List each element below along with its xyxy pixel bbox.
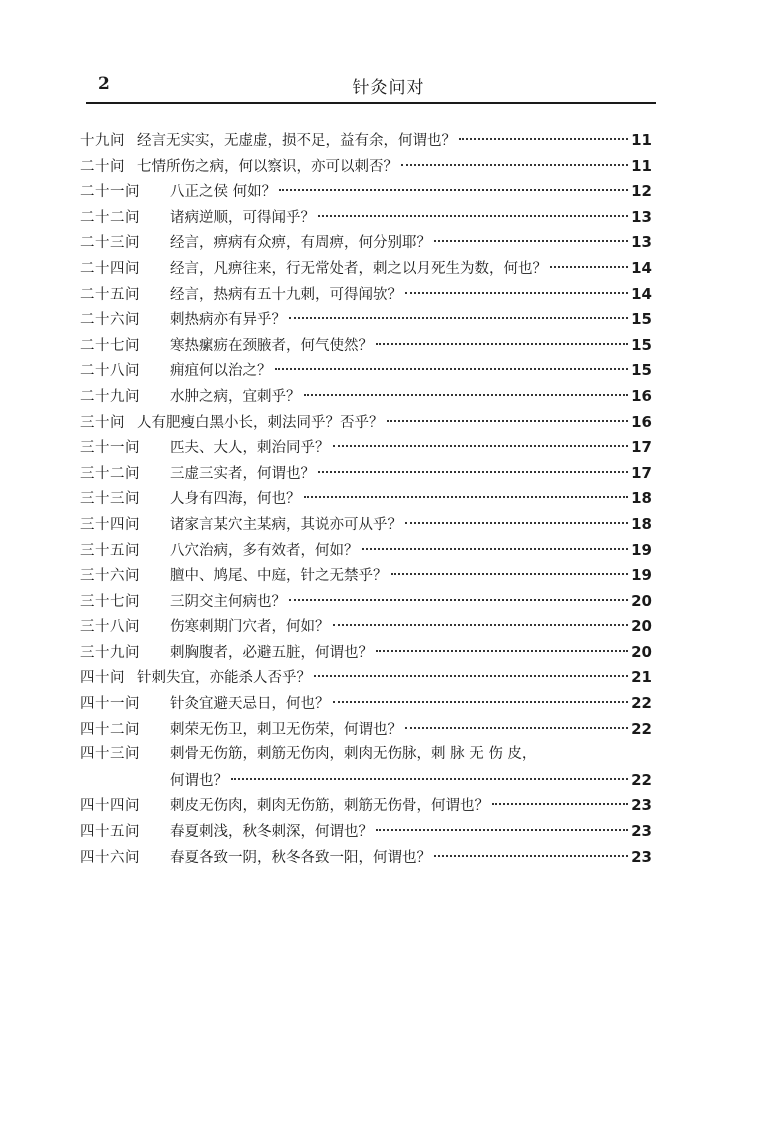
toc-entry-36 bbox=[80, 563, 652, 589]
table-of-contents bbox=[80, 128, 652, 870]
question-label: 二十七问 bbox=[80, 337, 140, 354]
question-text: 人有肥瘦白黑小长，刺法同乎？否乎？ bbox=[137, 414, 384, 431]
page-ref: 11 bbox=[631, 156, 652, 175]
page-ref: 19 bbox=[631, 540, 652, 559]
toc-entry-19 bbox=[80, 128, 652, 154]
page-ref: 15 bbox=[631, 335, 652, 354]
dot-leader bbox=[314, 675, 628, 677]
question-text: 寒热瘰疬在颈腋者，何气使然？ bbox=[170, 337, 373, 354]
question-text: 七情所伤之病，何以察识，亦可以刺否？ bbox=[137, 158, 398, 175]
question-text: 经言，痹病有众痹，有周痹，何分别耶？ bbox=[170, 235, 431, 252]
dot-leader bbox=[304, 394, 629, 396]
page-ref: 15 bbox=[631, 361, 652, 380]
toc-entry-35 bbox=[80, 538, 652, 564]
question-text: 伤寒刺期门穴者，何如？ bbox=[170, 619, 330, 636]
toc-entry-28 bbox=[80, 358, 652, 384]
question-text: 针灸宜避天忌日，何也？ bbox=[170, 696, 330, 713]
dot-leader bbox=[391, 573, 629, 575]
toc-entry-43-continued bbox=[80, 768, 652, 794]
question-label: 四十三问 bbox=[80, 746, 140, 763]
page-ref: 23 bbox=[631, 796, 652, 815]
dot-leader bbox=[401, 164, 628, 166]
dot-leader bbox=[434, 240, 628, 242]
question-text: 刺胸腹者，必避五脏，何谓也？ bbox=[170, 644, 373, 661]
page-ref: 20 bbox=[631, 642, 652, 661]
question-text: 八穴治病，多有效者，何如？ bbox=[170, 542, 359, 559]
page-ref: 22 bbox=[631, 770, 652, 789]
page-ref: 20 bbox=[631, 591, 652, 610]
question-label: 三十一问 bbox=[80, 440, 140, 457]
question-text: 刺热病亦有异乎？ bbox=[170, 312, 286, 329]
dot-leader bbox=[459, 138, 628, 140]
question-text: 人身有四海，何也？ bbox=[170, 491, 301, 508]
question-label: 三十九问 bbox=[80, 644, 140, 661]
page-number: 2 bbox=[98, 74, 110, 94]
dot-leader bbox=[333, 701, 629, 703]
dot-leader bbox=[318, 471, 628, 473]
question-text: 经言，凡痹往来，行无常处者，刺之以月死生为数，何也？ bbox=[170, 260, 547, 277]
question-label: 二十九问 bbox=[80, 388, 140, 405]
question-label: 二十五问 bbox=[80, 286, 140, 303]
question-text: 水肿之病，宜刺乎？ bbox=[170, 388, 301, 405]
question-label: 四十六问 bbox=[80, 849, 140, 866]
question-text: 八正之侯 何如？ bbox=[170, 184, 277, 201]
dot-leader bbox=[333, 445, 629, 447]
question-text: 三阴交主何病也？ bbox=[170, 593, 286, 610]
toc-entry-26 bbox=[80, 307, 652, 333]
question-text: 诸家言某穴主某病，其说亦可从乎？ bbox=[170, 516, 402, 533]
dot-leader bbox=[405, 522, 628, 524]
toc-entry-41 bbox=[80, 691, 652, 717]
toc-entry-29 bbox=[80, 384, 652, 410]
question-label: 三十四问 bbox=[80, 516, 140, 533]
toc-entry-21 bbox=[80, 179, 652, 205]
question-text: 经言无实实，无虚虚，损不足，益有余，何谓也？ bbox=[137, 133, 456, 149]
question-text: 刺皮无伤肉，刺肉无伤筋，刺筋无伤骨，何谓也？ bbox=[170, 798, 489, 815]
toc-entry-42 bbox=[80, 717, 652, 743]
question-label: 二十六问 bbox=[80, 312, 140, 329]
dot-leader bbox=[492, 803, 628, 805]
question-text: 何谓也？ bbox=[170, 772, 228, 789]
question-label: 二十问 bbox=[80, 158, 125, 175]
question-label: 十九问 bbox=[80, 133, 125, 149]
page-ref: 14 bbox=[631, 284, 652, 303]
dot-leader bbox=[231, 778, 628, 780]
toc-entry-23 bbox=[80, 230, 652, 256]
question-text: 膻中、鸠尾、中庭，针之无禁乎？ bbox=[170, 568, 388, 585]
dot-leader bbox=[405, 727, 628, 729]
page-ref: 16 bbox=[631, 386, 652, 405]
question-text: 针刺失宜，亦能杀人否乎？ bbox=[137, 670, 311, 687]
dot-leader bbox=[289, 599, 628, 601]
dot-leader bbox=[318, 215, 628, 217]
dot-leader bbox=[362, 548, 629, 550]
question-text: 春夏刺浅，秋冬刺深，何谓也？ bbox=[170, 824, 373, 841]
question-label: 四十四问 bbox=[80, 798, 140, 815]
question-text: 痈疽何以治之？ bbox=[170, 363, 272, 380]
page-ref: 14 bbox=[631, 258, 652, 277]
page-ref: 18 bbox=[631, 514, 652, 533]
toc-entry-46 bbox=[80, 845, 652, 871]
question-label: 四十问 bbox=[80, 670, 125, 687]
toc-entry-31 bbox=[80, 435, 652, 461]
toc-entry-37 bbox=[80, 589, 652, 615]
question-label: 四十五问 bbox=[80, 824, 140, 841]
question-label: 二十二问 bbox=[80, 209, 140, 226]
question-text: 诸病逆顺，可得闻乎？ bbox=[170, 209, 315, 226]
page-ref: 17 bbox=[631, 463, 652, 482]
page-ref: 11 bbox=[631, 131, 652, 149]
question-label: 二十三问 bbox=[80, 235, 140, 252]
toc-entry-40 bbox=[80, 665, 652, 691]
toc-entry-44 bbox=[80, 793, 652, 819]
question-label: 三十三问 bbox=[80, 491, 140, 508]
page-ref: 16 bbox=[631, 412, 652, 431]
page-ref: 18 bbox=[631, 489, 652, 508]
question-text: 春夏各致一阴，秋冬各致一阳，何谓也？ bbox=[170, 849, 431, 866]
page-ref: 17 bbox=[631, 438, 652, 457]
page-ref: 15 bbox=[631, 310, 652, 329]
dot-leader bbox=[376, 650, 628, 652]
question-label: 二十一问 bbox=[80, 184, 140, 201]
question-text: 三虚三实者，何谓也？ bbox=[170, 465, 315, 482]
dot-leader bbox=[275, 368, 629, 370]
page-ref: 23 bbox=[631, 847, 652, 866]
dot-leader bbox=[279, 189, 628, 191]
dot-leader bbox=[304, 496, 629, 498]
running-title: 针灸问对 bbox=[352, 78, 425, 98]
toc-entry-33 bbox=[80, 486, 652, 512]
toc-entry-30 bbox=[80, 410, 652, 436]
question-text: 刺荣无伤卫，刺卫无伤荣，何谓也？ bbox=[170, 721, 402, 738]
toc-entry-34 bbox=[80, 512, 652, 538]
question-label: 二十八问 bbox=[80, 363, 140, 380]
question-label: 三十八问 bbox=[80, 619, 140, 636]
question-text: 匹夫、大人，刺治同乎？ bbox=[170, 440, 330, 457]
question-label: 三十六问 bbox=[80, 568, 140, 585]
toc-entry-43 bbox=[80, 742, 652, 768]
question-text: 经言，热病有五十九刺，可得闻欤？ bbox=[170, 286, 402, 303]
page-ref: 12 bbox=[631, 182, 652, 201]
dot-leader bbox=[376, 343, 628, 345]
dot-leader bbox=[289, 317, 628, 319]
page-ref: 13 bbox=[631, 207, 652, 226]
page-ref: 21 bbox=[631, 668, 652, 687]
toc-entry-22 bbox=[80, 205, 652, 231]
dot-leader bbox=[550, 266, 628, 268]
question-label: 三十二问 bbox=[80, 465, 140, 482]
toc-entry-20 bbox=[80, 154, 652, 180]
toc-entry-32 bbox=[80, 461, 652, 487]
question-label: 三十问 bbox=[80, 414, 125, 431]
page-ref: 13 bbox=[631, 233, 652, 252]
question-label: 二十四问 bbox=[80, 260, 140, 277]
question-label: 三十五问 bbox=[80, 542, 140, 559]
dot-leader bbox=[387, 420, 629, 422]
question-text: 刺骨无伤筋，刺筋无伤肉，刺肉无伤脉，刺 脉 无 伤 皮， bbox=[170, 746, 537, 763]
page-ref: 19 bbox=[631, 566, 652, 585]
page-ref: 20 bbox=[631, 617, 652, 636]
dot-leader bbox=[434, 855, 628, 857]
question-label: 四十二问 bbox=[80, 721, 140, 738]
toc-entry-24 bbox=[80, 256, 652, 282]
toc-entry-45 bbox=[80, 819, 652, 845]
dot-leader bbox=[333, 624, 629, 626]
dot-leader bbox=[376, 829, 628, 831]
toc-entry-27 bbox=[80, 333, 652, 359]
question-label: 三十七问 bbox=[80, 593, 140, 610]
header-rule bbox=[86, 102, 656, 104]
page-ref: 23 bbox=[631, 822, 652, 841]
page-ref: 22 bbox=[631, 694, 652, 713]
page-ref: 22 bbox=[631, 719, 652, 738]
question-label: 四十一问 bbox=[80, 696, 140, 713]
dot-leader bbox=[405, 292, 628, 294]
toc-entry-39 bbox=[80, 640, 652, 666]
toc-entry-38 bbox=[80, 614, 652, 640]
toc-entry-25 bbox=[80, 282, 652, 308]
